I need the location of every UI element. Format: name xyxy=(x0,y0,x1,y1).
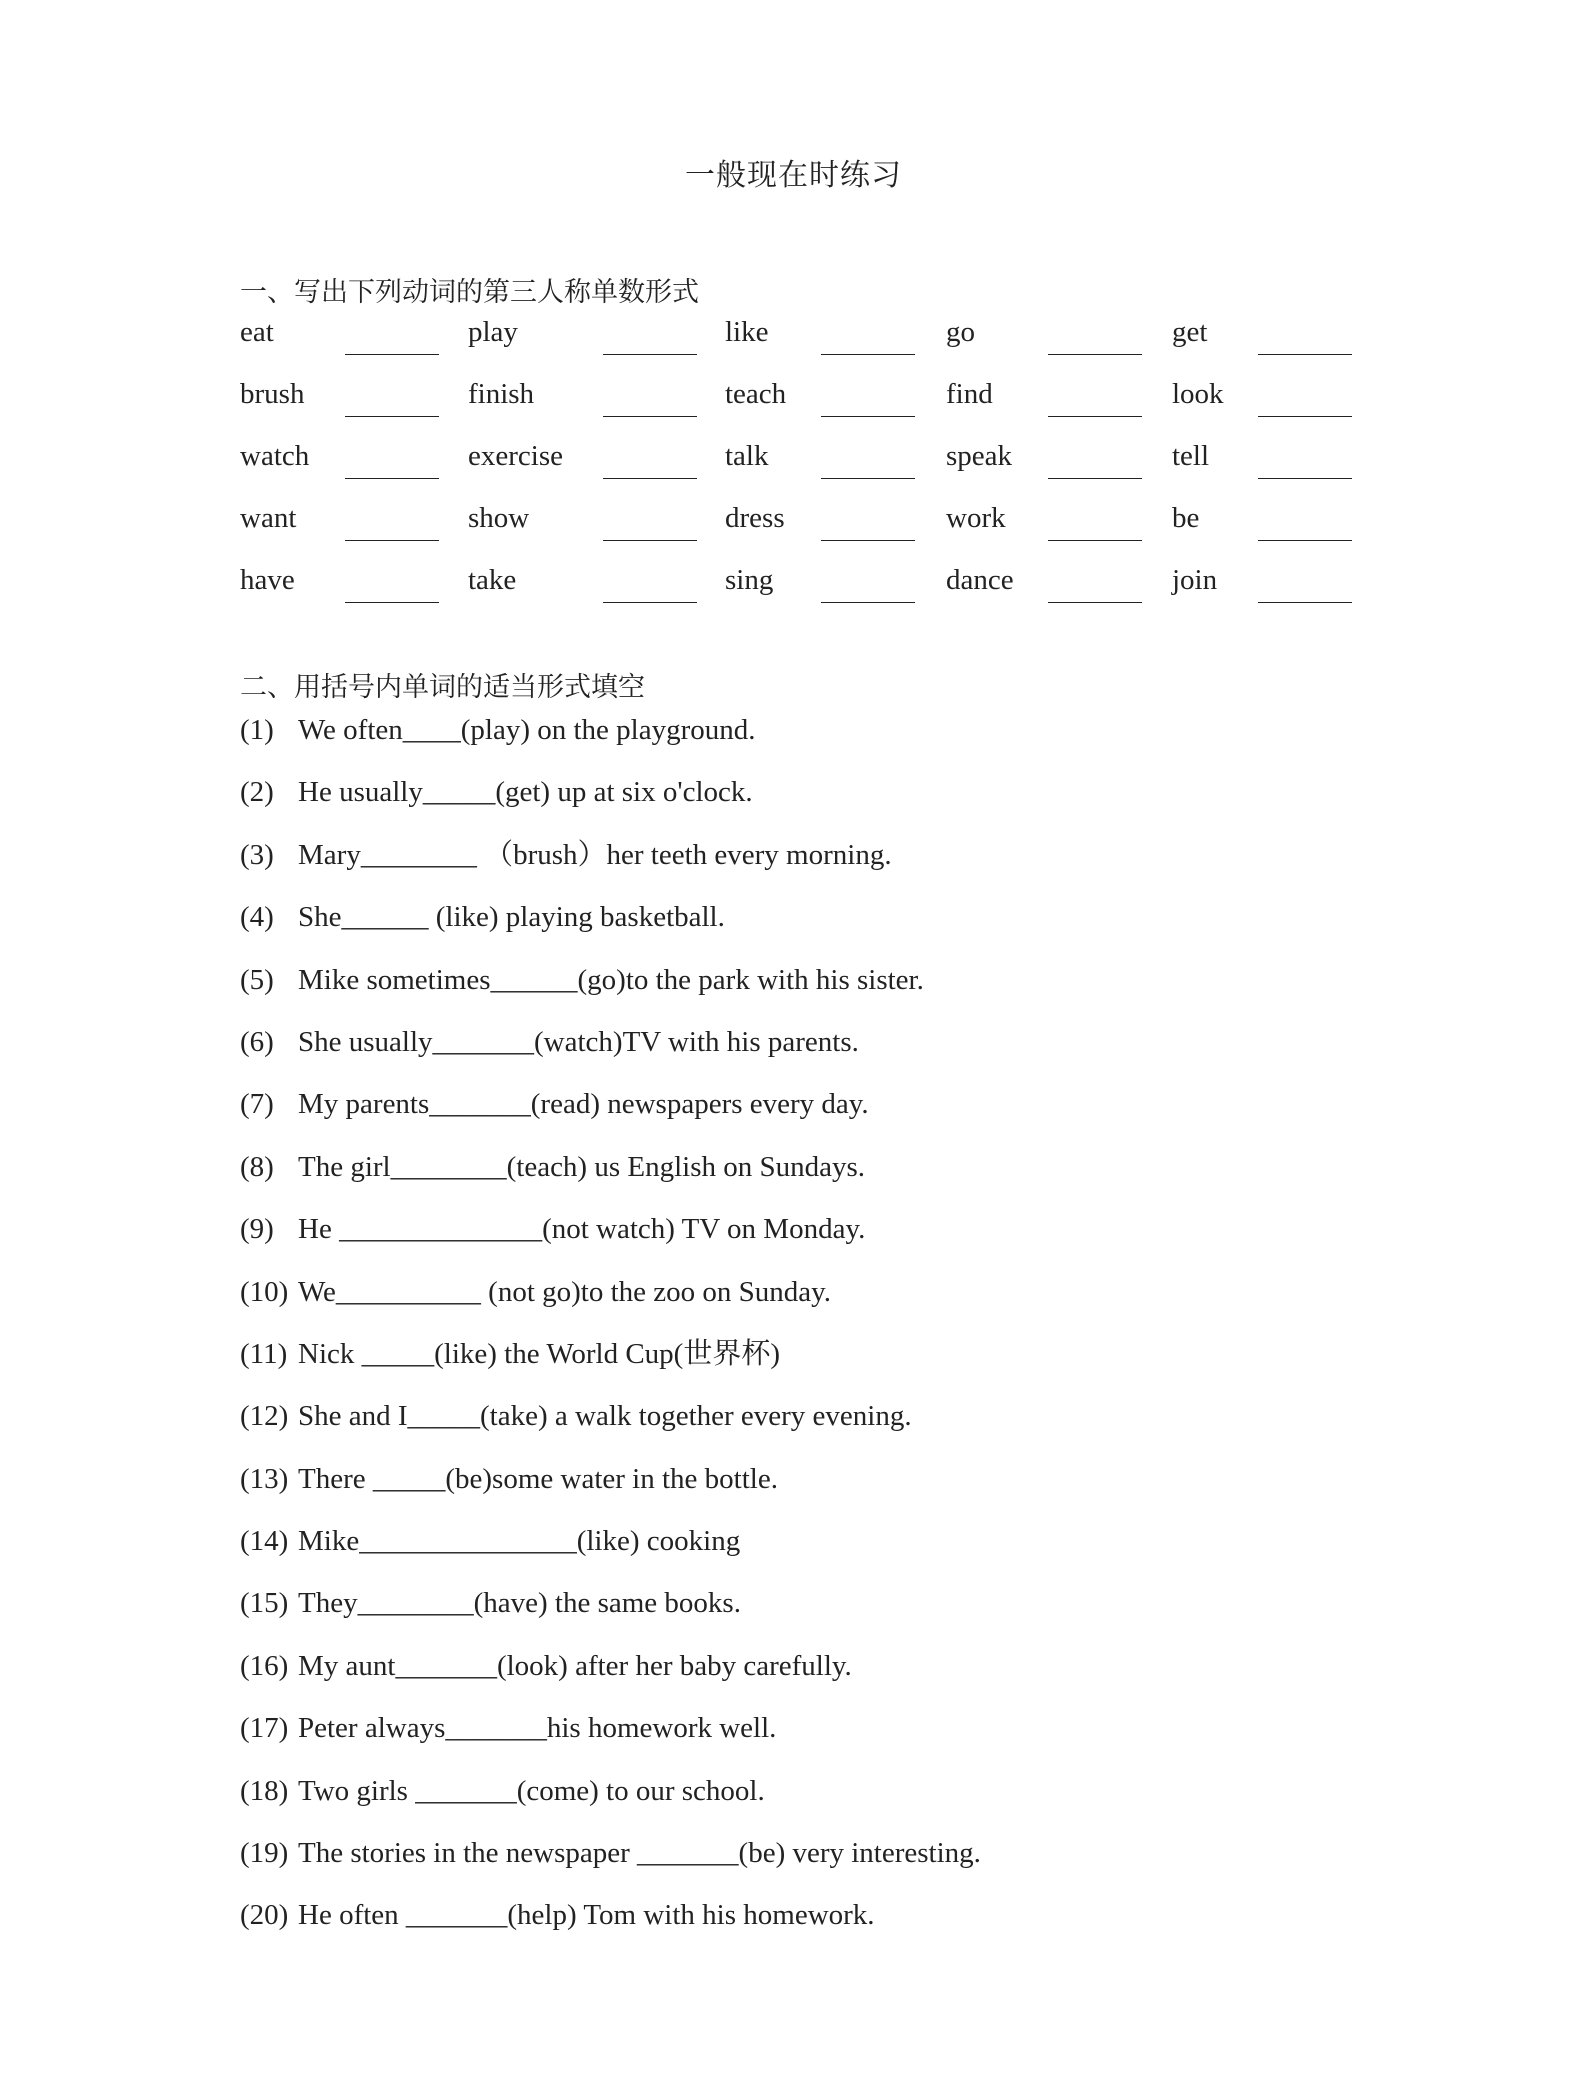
verb-word: find xyxy=(946,378,993,410)
verb-word: eat xyxy=(240,316,274,348)
exercise-item xyxy=(240,1773,981,1835)
exercise-item xyxy=(240,1648,981,1710)
answer-blank[interactable] xyxy=(1258,416,1352,417)
exercise-list xyxy=(240,712,981,1960)
verb-word: watch xyxy=(240,440,310,472)
exercise-item xyxy=(240,1398,981,1460)
answer-blank[interactable] xyxy=(1048,478,1142,479)
exercise-number: (9) xyxy=(240,1213,274,1246)
answer-blank[interactable] xyxy=(1258,602,1352,603)
exercise-number: (12) xyxy=(240,1400,289,1433)
exercise-text: She______ (like) playing basketball. xyxy=(298,901,725,934)
exercise-item xyxy=(240,1523,981,1585)
exercise-number: (17) xyxy=(240,1712,289,1745)
verb-word: play xyxy=(468,316,518,348)
answer-blank[interactable] xyxy=(603,354,697,355)
section-2-heading: 二、用括号内单词的适当形式填空 xyxy=(240,672,645,702)
verb-word: finish xyxy=(468,378,535,410)
exercise-text: My parents_______(read) newspapers every day. xyxy=(298,1088,869,1121)
answer-blank[interactable] xyxy=(345,478,439,479)
answer-blank[interactable] xyxy=(821,478,915,479)
exercise-number: (14) xyxy=(240,1525,289,1558)
exercise-text: She and I_____(take) a walk together every evening. xyxy=(298,1400,912,1433)
exercise-text: She usually_______(watch)TV with his parents. xyxy=(298,1025,859,1058)
exercise-text: Peter always_______his homework well. xyxy=(298,1712,777,1745)
exercise-number: (4) xyxy=(240,901,274,934)
answer-blank[interactable] xyxy=(1048,540,1142,541)
page-title: 一般现在时练习 xyxy=(685,159,902,192)
exercise-text: We__________ (not go)to the zoo on Sunday. xyxy=(298,1275,832,1308)
exercise-item xyxy=(240,774,981,836)
verb-word: dance xyxy=(946,564,1014,596)
exercise-number: (11) xyxy=(240,1337,288,1370)
exercise-item xyxy=(240,1710,981,1772)
verb-word: show xyxy=(468,502,530,534)
exercise-number: (7) xyxy=(240,1088,274,1121)
answer-blank[interactable] xyxy=(1048,354,1142,355)
answer-blank[interactable] xyxy=(1258,478,1352,479)
verb-word: take xyxy=(468,564,517,596)
exercise-text: The stories in the newspaper _______(be) very interesting. xyxy=(298,1837,981,1870)
exercise-text: They________(have) the same books. xyxy=(298,1587,741,1620)
exercise-number: (13) xyxy=(240,1462,289,1495)
verb-word: have xyxy=(240,564,295,596)
verb-word: like xyxy=(725,316,769,348)
verb-word: sing xyxy=(725,564,774,596)
exercise-text: Mike sometimes______(go)to the park with his sister. xyxy=(298,963,924,996)
answer-blank[interactable] xyxy=(603,540,697,541)
exercise-item xyxy=(240,1461,981,1523)
verb-word: go xyxy=(946,316,975,348)
answer-blank[interactable] xyxy=(821,602,915,603)
verb-word: tell xyxy=(1172,440,1210,472)
exercise-number: (19) xyxy=(240,1837,289,1870)
answer-blank[interactable] xyxy=(1258,540,1352,541)
answer-blank[interactable] xyxy=(603,478,697,479)
exercise-number: (16) xyxy=(240,1649,289,1682)
verb-word: look xyxy=(1172,378,1224,410)
section-1-heading: 一、写出下列动词的第三人称单数形式 xyxy=(240,277,699,307)
exercise-item xyxy=(240,1336,981,1398)
exercise-number: (10) xyxy=(240,1275,289,1308)
answer-blank[interactable] xyxy=(345,416,439,417)
verb-word: join xyxy=(1172,564,1218,596)
exercise-text: Two girls _______(come) to our school. xyxy=(298,1774,765,1807)
exercise-number: (5) xyxy=(240,963,274,996)
exercise-text: Mike_______________(like) cooking xyxy=(298,1525,741,1558)
exercise-item xyxy=(240,1024,981,1086)
exercise-number: (1) xyxy=(240,714,274,746)
exercise-item xyxy=(240,1086,981,1148)
exercise-item xyxy=(240,962,981,1024)
exercise-number: (18) xyxy=(240,1774,289,1807)
exercise-number: (3) xyxy=(240,838,274,871)
answer-blank[interactable] xyxy=(821,354,915,355)
verb-word: brush xyxy=(240,378,305,410)
verb-word: want xyxy=(240,502,297,534)
exercise-item xyxy=(240,1835,981,1897)
verb-word: dress xyxy=(725,502,785,534)
answer-blank[interactable] xyxy=(1048,602,1142,603)
exercise-item xyxy=(240,1149,981,1211)
exercise-text: Nick _____(like) the World Cup(世界杯) xyxy=(298,1337,780,1370)
answer-blank[interactable] xyxy=(821,416,915,417)
answer-blank[interactable] xyxy=(821,540,915,541)
exercise-number: (6) xyxy=(240,1025,274,1058)
exercise-item xyxy=(240,712,981,774)
verb-word: exercise xyxy=(468,440,563,472)
exercise-text: He often _______(help) Tom with his homework. xyxy=(298,1899,875,1932)
answer-blank[interactable] xyxy=(345,602,439,603)
exercise-number: (20) xyxy=(240,1899,289,1932)
verb-word: speak xyxy=(946,440,1013,472)
exercise-item xyxy=(240,1897,981,1959)
exercise-item xyxy=(240,899,981,961)
exercise-text: Mary________ （brush）her teeth every morning. xyxy=(298,838,892,871)
verb-word: get xyxy=(1172,316,1208,348)
exercise-text: The girl________(teach) us English on Sundays. xyxy=(298,1150,866,1183)
verb-word: be xyxy=(1172,502,1200,534)
exercise-item xyxy=(240,1211,981,1273)
exercise-text: He usually_____(get) up at six o'clock. xyxy=(298,776,753,809)
answer-blank[interactable] xyxy=(603,416,697,417)
exercise-number: (2) xyxy=(240,776,274,809)
answer-blank[interactable] xyxy=(345,354,439,355)
verb-word: talk xyxy=(725,440,769,472)
exercise-number: (8) xyxy=(240,1150,274,1183)
verb-word: work xyxy=(946,502,1006,534)
verb-word: teach xyxy=(725,378,787,410)
answer-blank[interactable] xyxy=(1048,416,1142,417)
exercise-item xyxy=(240,1274,981,1336)
answer-blank[interactable] xyxy=(1258,354,1352,355)
exercise-text: He ______________(not watch) TV on Monday. xyxy=(298,1213,866,1246)
exercise-text: We often____(play) on the playground. xyxy=(298,714,756,746)
answer-blank[interactable] xyxy=(603,602,697,603)
exercise-text: There _____(be)some water in the bottle. xyxy=(298,1462,778,1495)
exercise-item xyxy=(240,837,981,899)
exercise-item xyxy=(240,1585,981,1647)
exercise-text: My aunt_______(look) after her baby carefully. xyxy=(298,1649,852,1682)
exercise-number: (15) xyxy=(240,1587,289,1620)
answer-blank[interactable] xyxy=(345,540,439,541)
